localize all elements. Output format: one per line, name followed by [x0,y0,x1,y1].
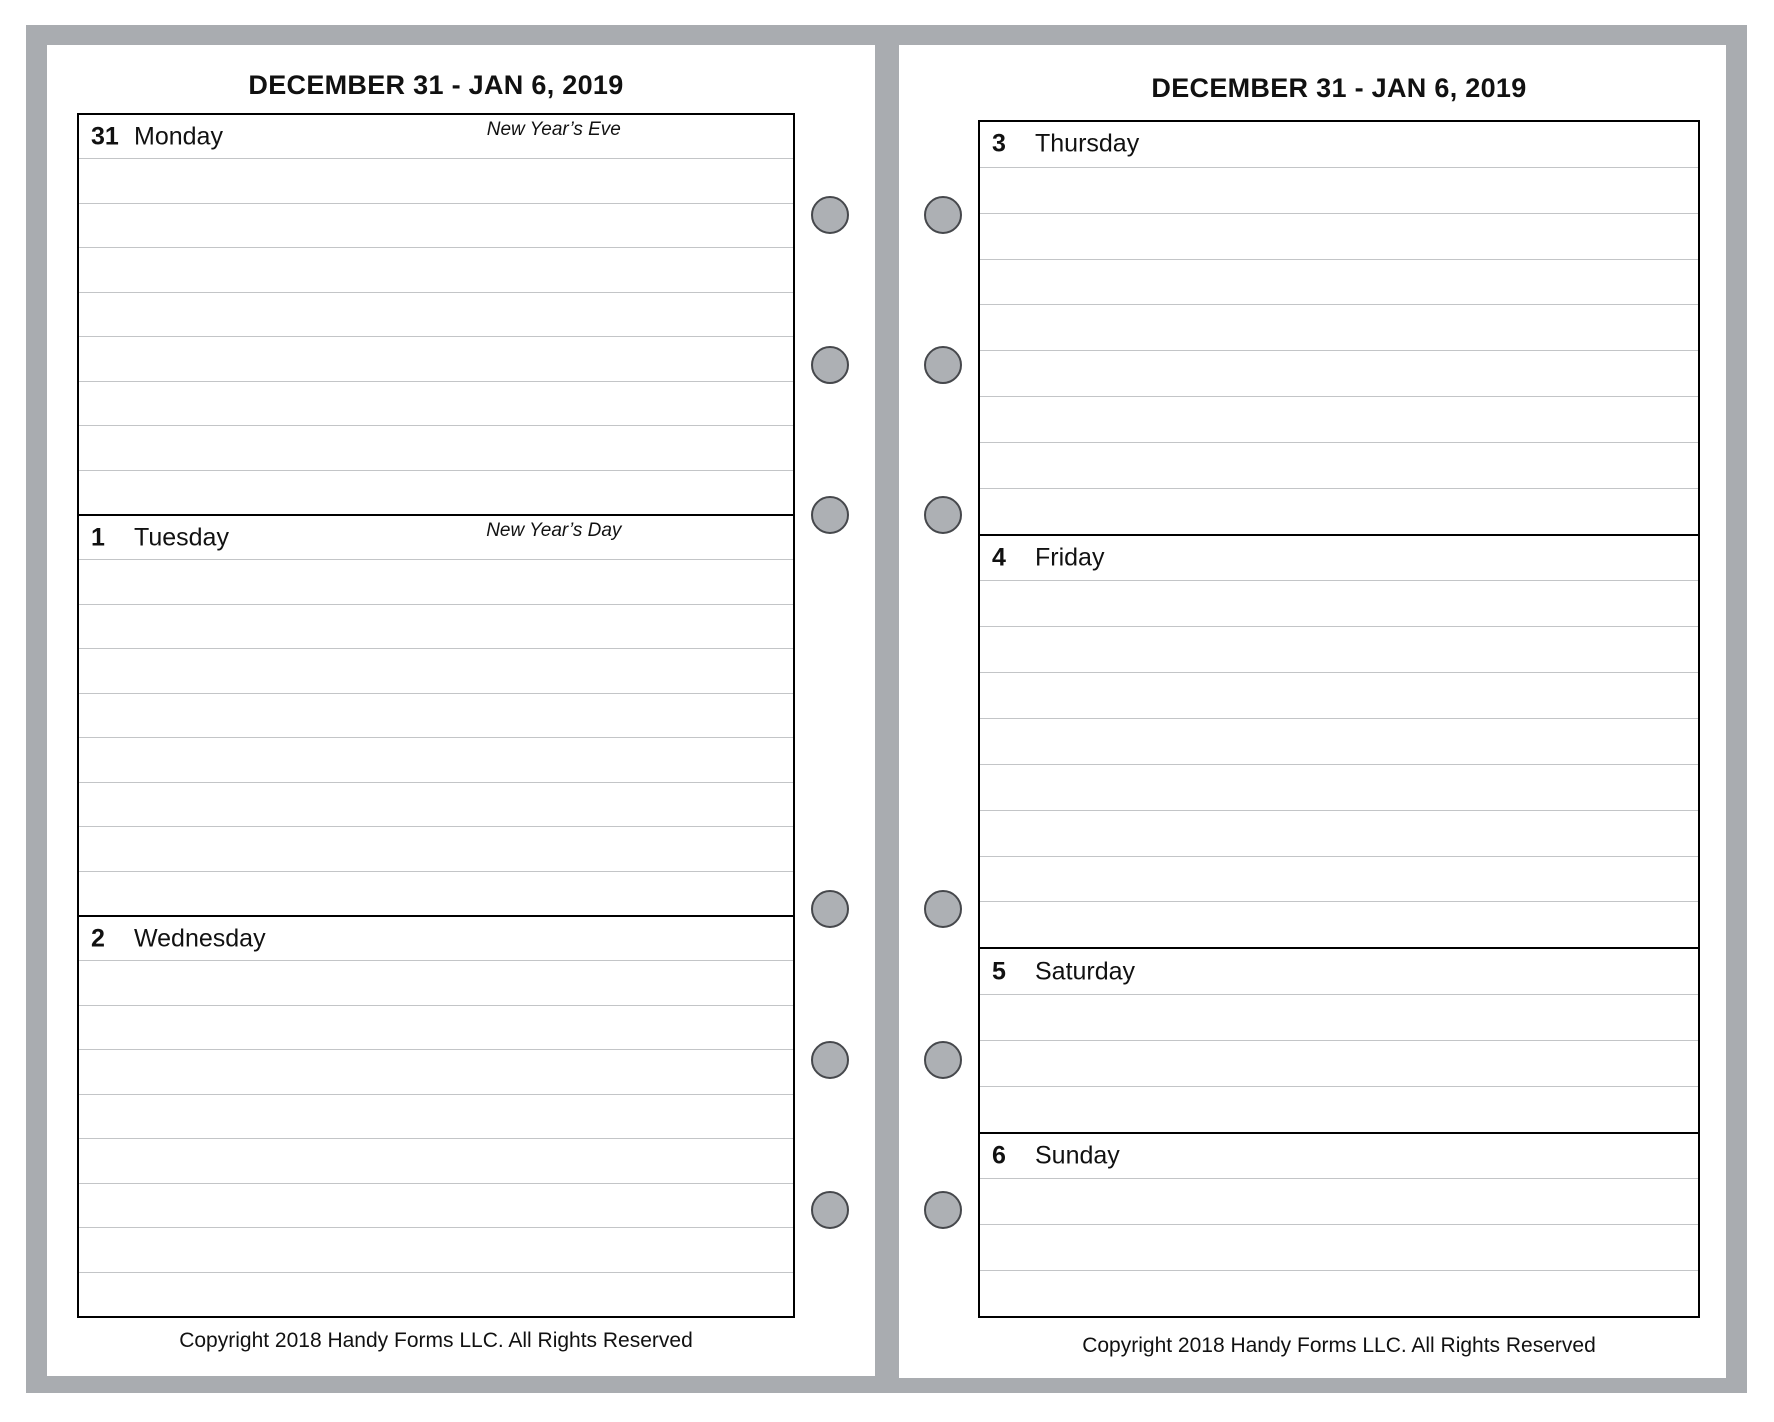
punch-hole [924,1191,962,1229]
ruled-line [79,1006,793,1050]
day-section [79,514,793,915]
day-number: 1 [91,523,105,552]
day-name: Friday [1035,543,1105,572]
ruled-line [79,293,793,337]
day-number: 5 [992,957,1006,986]
ruled-line [980,627,1698,673]
ruled-line [79,382,793,426]
ruled-line [980,1179,1698,1225]
ruled-line [980,214,1698,260]
copyright-note: Copyright 2018 Handy Forms LLC. All Rights Reserved [1082,1334,1596,1357]
ruled-line [980,1041,1698,1087]
ruled-line [980,1225,1698,1271]
day-header [79,516,793,560]
ruled-line [79,605,793,649]
day-number: 4 [992,543,1006,572]
day-name: Sunday [1035,1141,1120,1170]
ruled-line [79,471,793,514]
day-header [980,536,1698,582]
ruled-line [79,1184,793,1228]
day-number: 3 [992,129,1006,158]
day-name: Monday [134,122,223,151]
ruled-line [980,719,1698,765]
day-number: 31 [91,122,119,151]
punch-hole [924,890,962,928]
ruled-line [79,649,793,693]
ruled-line [980,765,1698,811]
planner-page-right [899,45,1726,1378]
ruled-line [980,397,1698,443]
day-header [79,917,793,961]
ruled-line [79,1139,793,1183]
ruled-line [79,426,793,470]
ruled-line [79,872,793,915]
day-header [980,122,1698,168]
day-grid [978,120,1700,1318]
copyright-note: Copyright 2018 Handy Forms LLC. All Rights Reserved [179,1329,693,1352]
punch-hole [811,346,849,384]
punch-hole [811,890,849,928]
ruled-line [79,1273,793,1316]
punch-hole [924,196,962,234]
ruled-line [980,857,1698,903]
ruled-line [980,489,1698,534]
ruled-line [79,827,793,871]
day-header [980,949,1698,995]
ruled-line [79,337,793,381]
ruled-line [79,1050,793,1094]
day-section [79,915,793,1316]
ruled-line [980,673,1698,719]
day-name: Wednesday [134,924,266,953]
day-number: 2 [91,924,105,953]
day-section [980,534,1698,948]
punch-hole [924,346,962,384]
day-section [980,947,1698,1131]
ruled-line [79,1095,793,1139]
day-header [980,1134,1698,1180]
day-name: Saturday [1035,957,1136,986]
ruled-line [79,204,793,248]
ruled-line [980,995,1698,1041]
holiday-label: New Year’s Day [486,520,622,541]
ruled-line [980,351,1698,397]
week-title: DECEMBER 31 - JAN 6, 2019 [248,70,624,100]
punch-hole [811,496,849,534]
punch-hole [924,496,962,534]
ruled-line [79,159,793,203]
ruled-line [980,1087,1698,1132]
ruled-line [980,443,1698,489]
planner-page-left [47,45,875,1376]
ruled-line [79,248,793,292]
day-name: Tuesday [134,523,229,552]
day-section [980,122,1698,534]
ruled-line [980,168,1698,214]
ruled-line [980,305,1698,351]
ruled-line [980,260,1698,306]
day-grid [77,113,795,1318]
punch-hole [811,1041,849,1079]
punch-hole [924,1041,962,1079]
day-header [79,115,793,159]
week-title: DECEMBER 31 - JAN 6, 2019 [1151,73,1527,103]
day-name: Thursday [1035,129,1140,158]
day-section [980,1132,1698,1316]
ruled-line [79,961,793,1005]
ruled-line [980,581,1698,627]
ruled-line [79,738,793,782]
ruled-line [79,694,793,738]
ruled-line [980,902,1698,947]
ruled-line [980,1271,1698,1316]
ruled-line [79,1228,793,1272]
ruled-line [79,783,793,827]
ruled-line [79,560,793,604]
punch-hole [811,196,849,234]
day-number: 6 [992,1141,1006,1170]
day-section [79,115,793,514]
ruled-line [980,811,1698,857]
holiday-label: New Year’s Eve [486,119,621,140]
punch-hole [811,1191,849,1229]
